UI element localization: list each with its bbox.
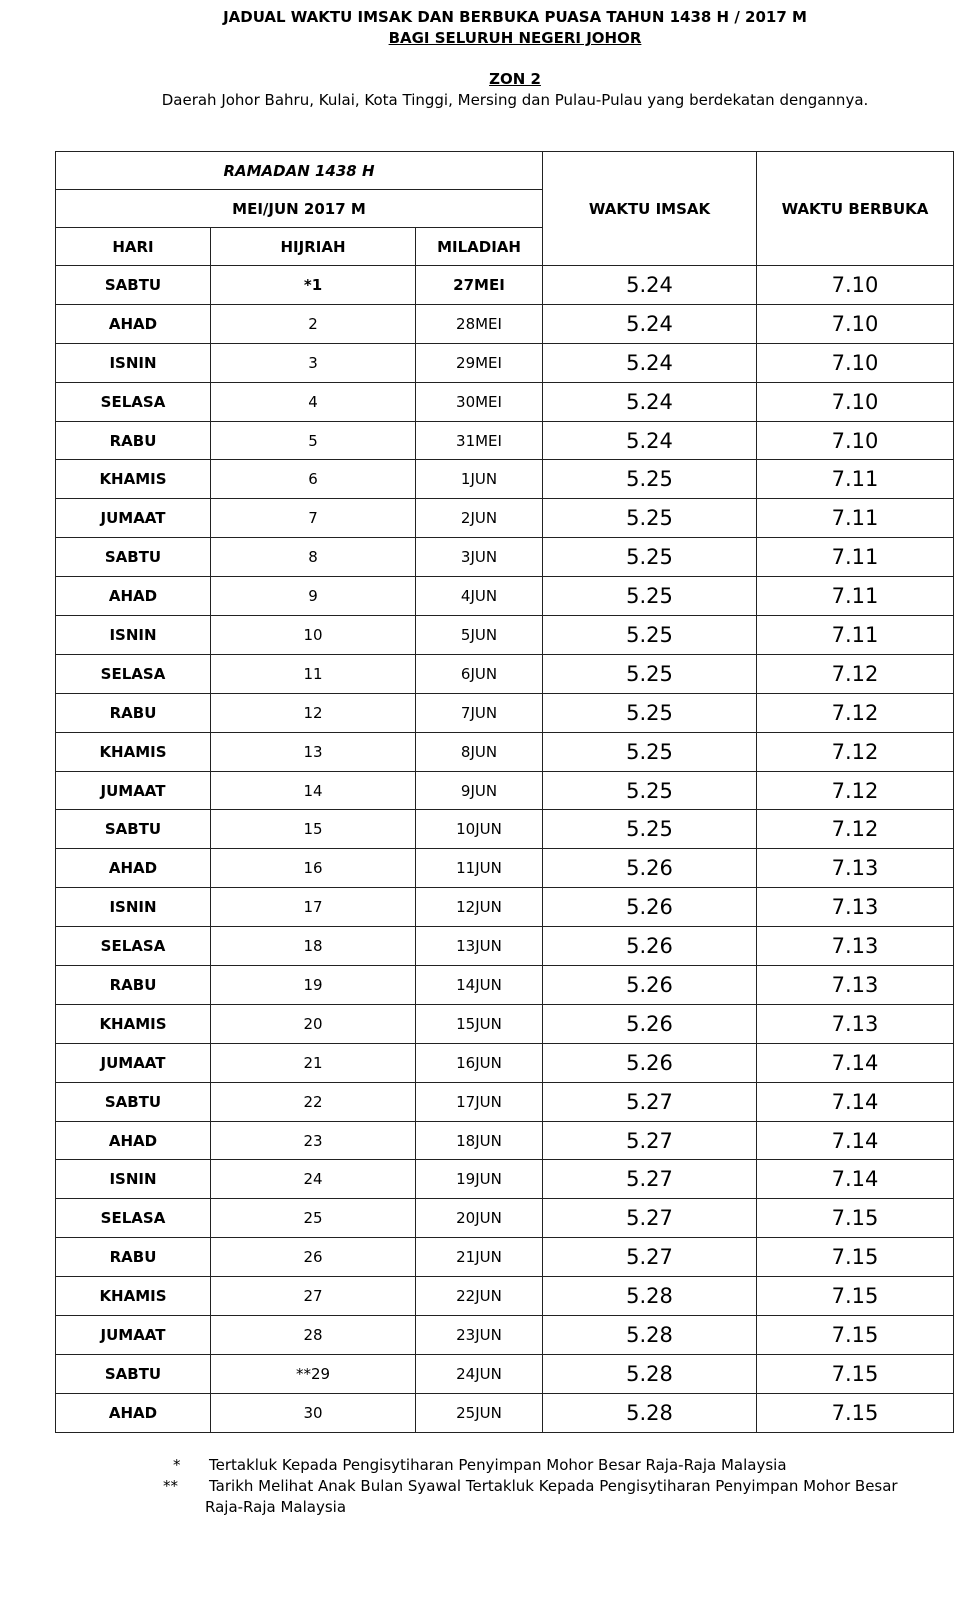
- gregorian-date-cell: 5JUN: [416, 616, 543, 655]
- berbuka-time-cell: 7.12: [757, 654, 954, 693]
- gregorian-column-header: MILADIAH: [416, 228, 543, 266]
- gregorian-date-cell: 20JUN: [416, 1199, 543, 1238]
- gregorian-date-cell: 2JUN: [416, 499, 543, 538]
- berbuka-time-cell: 7.14: [757, 1082, 954, 1121]
- document-title: JADUAL WAKTU IMSAK DAN BERBUKA PUASA TAHUN 1438 H / 2017 M: [223, 8, 807, 26]
- berbuka-time-cell: 7.14: [757, 1121, 954, 1160]
- berbuka-time-cell: 7.11: [757, 577, 954, 616]
- gregorian-date-cell: 15JUN: [416, 1004, 543, 1043]
- table-row: [56, 1121, 954, 1160]
- gregorian-date-cell: 17JUN: [416, 1082, 543, 1121]
- table-row: [56, 927, 954, 966]
- berbuka-time-cell: 7.10: [757, 304, 954, 343]
- day-column-header: HARI: [56, 228, 211, 266]
- hijri-date-cell: 24: [211, 1160, 416, 1199]
- hijri-date-cell: 5: [211, 421, 416, 460]
- table-row: [56, 732, 954, 771]
- berbuka-time-cell: 7.15: [757, 1277, 954, 1316]
- gregorian-date-cell: 18JUN: [416, 1121, 543, 1160]
- gregorian-date-cell: 6JUN: [416, 654, 543, 693]
- berbuka-time-cell: 7.14: [757, 1043, 954, 1082]
- table-body: [56, 266, 954, 1433]
- gregorian-date-cell: 30MEI: [416, 382, 543, 421]
- gregorian-date-cell: 11JUN: [416, 849, 543, 888]
- table-row: [56, 616, 954, 655]
- berbuka-time-cell: 7.15: [757, 1199, 954, 1238]
- imsak-time-cell: 5.24: [543, 343, 757, 382]
- day-cell: KHAMIS: [56, 732, 211, 771]
- berbuka-time-cell: 7.12: [757, 732, 954, 771]
- day-cell: SELASA: [56, 927, 211, 966]
- gregorian-date-cell: 28MEI: [416, 304, 543, 343]
- hijri-date-cell: 18: [211, 927, 416, 966]
- imsak-time-cell: 5.25: [543, 538, 757, 577]
- imsak-time-cell: 5.28: [543, 1316, 757, 1355]
- day-cell: JUMAAT: [56, 1316, 211, 1355]
- hijri-date-cell: 2: [211, 304, 416, 343]
- hijri-date-cell: 23: [211, 1121, 416, 1160]
- day-cell: JUMAAT: [56, 1043, 211, 1082]
- berbuka-time-cell: 7.10: [757, 421, 954, 460]
- day-cell: RABU: [56, 693, 211, 732]
- gregorian-date-cell: 22JUN: [416, 1277, 543, 1316]
- imsak-time-cell: 5.28: [543, 1393, 757, 1432]
- table-row: [56, 771, 954, 810]
- day-cell: SABTU: [56, 810, 211, 849]
- berbuka-time-cell: 7.15: [757, 1316, 954, 1355]
- imsak-berbuka-table: [55, 151, 954, 1433]
- imsak-time-cell: 5.27: [543, 1199, 757, 1238]
- berbuka-time-cell: 7.12: [757, 693, 954, 732]
- day-cell: AHAD: [56, 1121, 211, 1160]
- berbuka-time-cell: 7.11: [757, 499, 954, 538]
- gregorian-date-cell: 24JUN: [416, 1354, 543, 1393]
- day-cell: AHAD: [56, 304, 211, 343]
- gregorian-date-cell: 23JUN: [416, 1316, 543, 1355]
- hijri-date-cell: 16: [211, 849, 416, 888]
- imsak-time-cell: 5.25: [543, 499, 757, 538]
- day-cell: KHAMIS: [56, 1004, 211, 1043]
- day-cell: KHAMIS: [56, 460, 211, 499]
- imsak-column-header: WAKTU IMSAK: [543, 152, 757, 266]
- document-subtitle: BAGI SELURUH NEGERI JOHOR: [388, 29, 642, 47]
- gregorian-date-cell: 12JUN: [416, 888, 543, 927]
- hijri-date-cell: 25: [211, 1199, 416, 1238]
- imsak-time-cell: 5.25: [543, 616, 757, 655]
- gregorian-date-cell: 1JUN: [416, 460, 543, 499]
- imsak-time-cell: 5.27: [543, 1082, 757, 1121]
- berbuka-time-cell: 7.15: [757, 1354, 954, 1393]
- gregorian-date-cell: 29MEI: [416, 343, 543, 382]
- imsak-time-cell: 5.26: [543, 1004, 757, 1043]
- hijri-date-cell: 19: [211, 966, 416, 1005]
- footnote-text: Tertakluk Kepada Pengisytiharan Penyimpan Mohor Besar Raja-Raja Malaysia: [209, 1456, 787, 1474]
- imsak-time-cell: 5.24: [543, 266, 757, 305]
- table-row: [56, 966, 954, 1005]
- footnote-text: Tarikh Melihat Anak Bulan Syawal Tertakluk Kepada Pengisytiharan Penyimpan Mohor Besar: [209, 1477, 898, 1495]
- hijri-date-cell: 8: [211, 538, 416, 577]
- day-cell: SABTU: [56, 1082, 211, 1121]
- gregorian-date-cell: 21JUN: [416, 1238, 543, 1277]
- hijri-date-cell: *1: [211, 266, 416, 305]
- berbuka-column-header: WAKTU BERBUKA: [757, 152, 954, 266]
- imsak-time-cell: 5.24: [543, 382, 757, 421]
- table-row: [56, 693, 954, 732]
- table-row: [56, 266, 954, 305]
- berbuka-time-cell: 7.15: [757, 1238, 954, 1277]
- day-cell: SABTU: [56, 266, 211, 305]
- hijri-date-cell: 15: [211, 810, 416, 849]
- day-cell: JUMAAT: [56, 499, 211, 538]
- hijri-date-cell: 10: [211, 616, 416, 655]
- hijri-date-cell: 28: [211, 1316, 416, 1355]
- day-cell: RABU: [56, 421, 211, 460]
- berbuka-time-cell: 7.13: [757, 849, 954, 888]
- table-row: [56, 577, 954, 616]
- table-row: [56, 382, 954, 421]
- table-row: [56, 810, 954, 849]
- imsak-time-cell: 5.24: [543, 421, 757, 460]
- hijri-date-cell: 13: [211, 732, 416, 771]
- imsak-time-cell: 5.24: [543, 304, 757, 343]
- hijri-date-cell: 9: [211, 577, 416, 616]
- imsak-time-cell: 5.26: [543, 966, 757, 1005]
- day-cell: JUMAAT: [56, 771, 211, 810]
- imsak-time-cell: 5.25: [543, 732, 757, 771]
- hijri-date-cell: 30: [211, 1393, 416, 1432]
- day-cell: SELASA: [56, 1199, 211, 1238]
- hijri-date-cell: 12: [211, 693, 416, 732]
- imsak-time-cell: 5.26: [543, 1043, 757, 1082]
- day-cell: AHAD: [56, 1393, 211, 1432]
- gregorian-date-cell: 3JUN: [416, 538, 543, 577]
- gregorian-date-cell: 13JUN: [416, 927, 543, 966]
- berbuka-time-cell: 7.11: [757, 616, 954, 655]
- day-cell: ISNIN: [56, 343, 211, 382]
- table-row: [56, 1043, 954, 1082]
- imsak-time-cell: 5.26: [543, 927, 757, 966]
- imsak-time-cell: 5.25: [543, 771, 757, 810]
- table-row: [56, 304, 954, 343]
- gregorian-date-cell: 4JUN: [416, 577, 543, 616]
- imsak-time-cell: 5.28: [543, 1277, 757, 1316]
- imsak-time-cell: 5.27: [543, 1121, 757, 1160]
- footnote-marker: *: [173, 1456, 181, 1474]
- imsak-time-cell: 5.27: [543, 1160, 757, 1199]
- imsak-time-cell: 5.25: [543, 577, 757, 616]
- footnote-text-continued: Raja-Raja Malaysia: [205, 1498, 347, 1516]
- hijri-date-cell: 3: [211, 343, 416, 382]
- hijri-date-cell: 11: [211, 654, 416, 693]
- day-cell: AHAD: [56, 849, 211, 888]
- gregorian-date-cell: 8JUN: [416, 732, 543, 771]
- hijri-date-cell: 26: [211, 1238, 416, 1277]
- gregorian-date-cell: 10JUN: [416, 810, 543, 849]
- berbuka-time-cell: 7.10: [757, 382, 954, 421]
- table-row: [56, 1277, 954, 1316]
- gregorian-date-cell: 14JUN: [416, 966, 543, 1005]
- hijri-date-cell: 22: [211, 1082, 416, 1121]
- gregorian-date-cell: 25JUN: [416, 1393, 543, 1432]
- berbuka-time-cell: 7.11: [757, 538, 954, 577]
- gregorian-date-cell: 7JUN: [416, 693, 543, 732]
- table-row: [56, 421, 954, 460]
- berbuka-time-cell: 7.13: [757, 966, 954, 1005]
- hijri-column-header: HIJRIAH: [211, 228, 416, 266]
- day-cell: SELASA: [56, 654, 211, 693]
- imsak-time-cell: 5.28: [543, 1354, 757, 1393]
- gregorian-month-header: MEI/JUN 2017 M: [56, 190, 543, 228]
- zone-heading: ZON 2: [489, 70, 541, 88]
- berbuka-time-cell: 7.13: [757, 927, 954, 966]
- day-cell: ISNIN: [56, 888, 211, 927]
- berbuka-time-cell: 7.10: [757, 343, 954, 382]
- footnote-marker: **: [163, 1477, 178, 1495]
- table-row: [56, 499, 954, 538]
- table-row: [56, 1160, 954, 1199]
- table-row: [56, 654, 954, 693]
- table-row: [56, 343, 954, 382]
- berbuka-time-cell: 7.12: [757, 810, 954, 849]
- hijri-date-cell: **29: [211, 1354, 416, 1393]
- hijri-date-cell: 21: [211, 1043, 416, 1082]
- berbuka-time-cell: 7.11: [757, 460, 954, 499]
- hijri-date-cell: 27: [211, 1277, 416, 1316]
- gregorian-date-cell: 16JUN: [416, 1043, 543, 1082]
- day-cell: ISNIN: [56, 616, 211, 655]
- table-row: [56, 1354, 954, 1393]
- gregorian-date-cell: 27MEI: [416, 266, 543, 305]
- table-row: [56, 1316, 954, 1355]
- berbuka-time-cell: 7.13: [757, 888, 954, 927]
- day-cell: KHAMIS: [56, 1277, 211, 1316]
- berbuka-time-cell: 7.10: [757, 266, 954, 305]
- berbuka-time-cell: 7.14: [757, 1160, 954, 1199]
- imsak-time-cell: 5.25: [543, 460, 757, 499]
- berbuka-time-cell: 7.12: [757, 771, 954, 810]
- table-row: [56, 1238, 954, 1277]
- hijri-date-cell: 4: [211, 382, 416, 421]
- gregorian-date-cell: 19JUN: [416, 1160, 543, 1199]
- berbuka-time-cell: 7.15: [757, 1393, 954, 1432]
- day-cell: AHAD: [56, 577, 211, 616]
- imsak-time-cell: 5.25: [543, 654, 757, 693]
- table-row: [56, 1199, 954, 1238]
- hijri-month-header: RAMADAN 1438 H: [56, 152, 543, 190]
- table-row: [56, 1082, 954, 1121]
- hijri-date-cell: 14: [211, 771, 416, 810]
- day-cell: ISNIN: [56, 1160, 211, 1199]
- table-row: [56, 1393, 954, 1432]
- table-row: [56, 849, 954, 888]
- day-cell: SABTU: [56, 1354, 211, 1393]
- table-row: [56, 538, 954, 577]
- hijri-date-cell: 17: [211, 888, 416, 927]
- zone-districts: Daerah Johor Bahru, Kulai, Kota Tinggi, Mersing dan Pulau-Pulau yang berdekatan dengannya.: [161, 91, 869, 109]
- berbuka-time-cell: 7.13: [757, 1004, 954, 1043]
- table-row: [56, 460, 954, 499]
- gregorian-date-cell: 9JUN: [416, 771, 543, 810]
- imsak-time-cell: 5.26: [543, 849, 757, 888]
- hijri-date-cell: 7: [211, 499, 416, 538]
- table-row: [56, 1004, 954, 1043]
- hijri-date-cell: 20: [211, 1004, 416, 1043]
- imsak-time-cell: 5.25: [543, 693, 757, 732]
- imsak-time-cell: 5.27: [543, 1238, 757, 1277]
- imsak-time-cell: 5.25: [543, 810, 757, 849]
- day-cell: RABU: [56, 966, 211, 1005]
- day-cell: SABTU: [56, 538, 211, 577]
- gregorian-date-cell: 31MEI: [416, 421, 543, 460]
- day-cell: SELASA: [56, 382, 211, 421]
- hijri-date-cell: 6: [211, 460, 416, 499]
- table-row: [56, 888, 954, 927]
- day-cell: RABU: [56, 1238, 211, 1277]
- imsak-time-cell: 5.26: [543, 888, 757, 927]
